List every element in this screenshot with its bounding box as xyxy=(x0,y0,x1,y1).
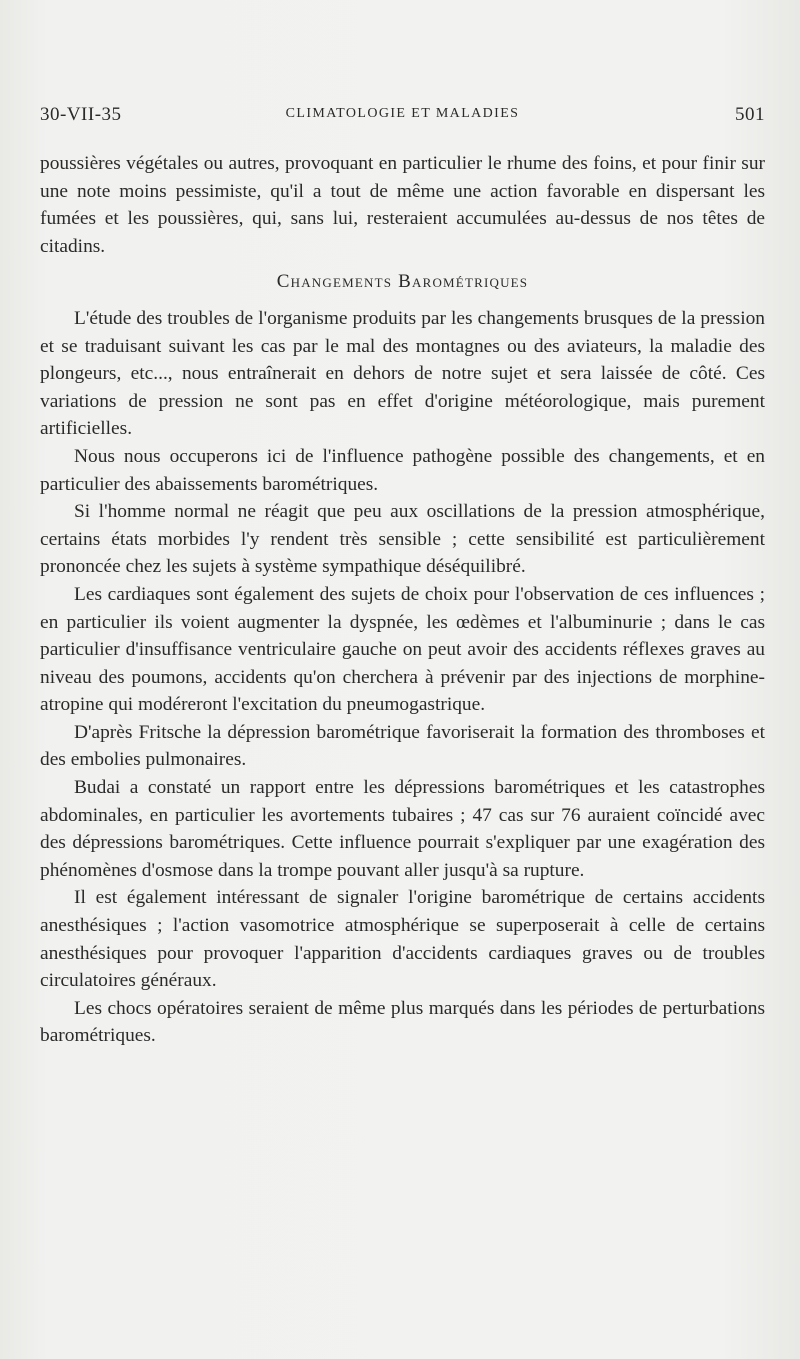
paragraph: D'après Fritsche la dépression barométrique favoriserait la formation des thromboses et des embolies pulmonaires. xyxy=(40,721,765,771)
page-number: 501 xyxy=(735,104,765,125)
paragraph-continued: poussières végétales ou autres, provoquant en particulier le rhume des foins, et pour finir sur une note moins pessimiste, qu'il a tout de même une action favorable en dispersant les fumées et les poussières, qui, sans lui, resteraient accumulées au-dessus de nos têtes de citadins. xyxy=(40,153,765,257)
body-text xyxy=(40,150,765,1050)
section-heading: Changements Barométriques xyxy=(276,271,529,293)
running-title: CLIMATOLOGIE ET MALADIES xyxy=(285,106,520,121)
paragraph: L'étude des troubles de l'organisme produits par les changements brusques de la pression et se traduisant suivant les cas par le mal des montagnes ou des aviateurs, la maladie des plongeurs, etc..., nous entraînerait en dehors de notre sujet et sera laissée de côté. Ces variations de pression ne sont pas en effet d'origine météorologique, mais purement artificielles. xyxy=(40,307,765,440)
paragraph: Il est également intéressant de signaler l'origine barométrique de certains accidents anesthésiques ; l'action vasomotrice atmosphérique se superposerait à celle de certains anesthésiques pour provoquer l'apparition d'accidents cardiaques graves ou de troubles circulatoires généraux. xyxy=(40,887,765,992)
paragraph: Les chocs opératoires seraient de même plus marqués dans les périodes de perturbations barométriques. xyxy=(40,997,765,1047)
paragraph: Budai a constaté un rapport entre les dépressions barométriques et les catastrophes abdominales, en particulier les avortements tubaires ; 47 cas sur 76 auraient coïncidé avec des dépressions barométriques. Cette influence pourrait s'expliquer par une exagération des phénomènes d'osmose dans la trompe pouvant aller jusqu'à sa rupture. xyxy=(40,777,765,881)
page-header xyxy=(40,104,765,134)
paragraph: Si l'homme normal ne réagit que peu aux oscillations de la pression atmosphérique, certains états morbides l'y rendent très sensible ; cette sensibilité est particulièrement prononcée chez les sujets à système sympathique déséquilibré. xyxy=(40,501,765,578)
paragraph: Les cardiaques sont également des sujets de choix pour l'observation de ces influences ; en particulier ils voient augmenter la dyspnée, les œdèmes et l'albuminurie ; dans le cas particulier d'insuffisance ventriculaire gauche on peut avoir des accidents réflexes graves au niveau des poumons, accidents qu'on cherchera à prévenir par des injections de morphine-atropine qui modéreront l'excitation du pneumogastrique. xyxy=(40,583,765,716)
header-date: 30-VII-35 xyxy=(40,104,122,125)
paragraph: Nous nous occuperons ici de l'influence pathogène possible des changements, et en particulier des abaissements barométriques. xyxy=(40,445,765,495)
